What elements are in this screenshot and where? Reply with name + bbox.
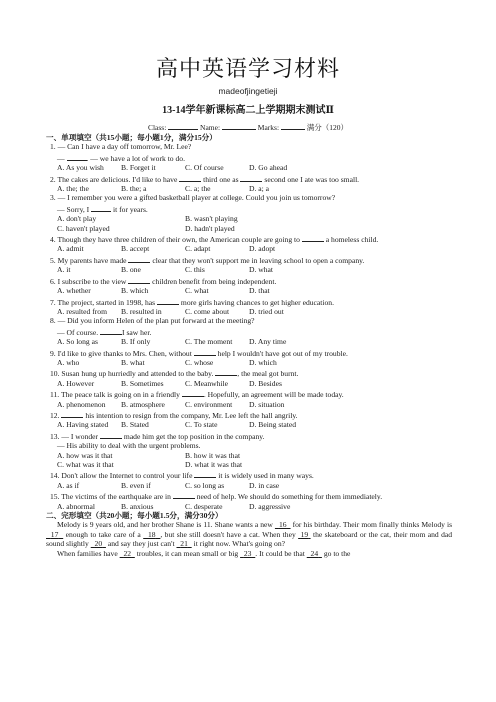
section-heading: 一、单项填空（共15小题；每小题1分，满分15分） xyxy=(46,133,217,142)
option: D. aggressive xyxy=(249,501,291,511)
question-10: 10. Susan hung up hurriedly and attended to the baby. , the meal got burnt. xyxy=(50,369,299,379)
question-7-options xyxy=(46,307,452,316)
document-title: 高中英语学习材料 xyxy=(155,57,340,82)
option: D. tried out xyxy=(249,306,284,316)
option: D. situation xyxy=(249,399,285,409)
option: C. environment xyxy=(185,399,233,409)
section-heading: 二、完形填空（共20小题；每小题1.5分，满分30分） xyxy=(46,511,223,521)
option: C. what xyxy=(185,286,209,296)
name-blank xyxy=(222,121,256,130)
question-15-options xyxy=(46,502,452,511)
option: D. adopt xyxy=(249,244,276,254)
full-score: 满分（120） xyxy=(306,123,349,132)
option: C. come about xyxy=(185,306,230,316)
option: B. Stated xyxy=(121,420,149,430)
question-13-options xyxy=(46,451,452,460)
option: B. one xyxy=(121,265,141,275)
question-10-options xyxy=(46,379,452,388)
option: D. what it was that xyxy=(185,460,243,469)
option: A. As you wish xyxy=(57,163,104,173)
option: A. don't play xyxy=(57,214,97,224)
question-2: 2. The cakes are delicious. I'd like to have third one as second one I ate was too small. xyxy=(50,174,360,184)
option: B. Sometimes xyxy=(121,378,164,388)
option: C. adapt xyxy=(185,244,211,254)
question-2-options xyxy=(46,184,452,193)
question-1-options xyxy=(46,163,452,172)
option: D. Being stated xyxy=(249,420,297,430)
question-14: 14. Don't allow the Internet to control your life it is widely used in many ways. xyxy=(50,471,314,481)
option: C. Of course xyxy=(185,163,224,173)
question-3-options xyxy=(46,214,452,223)
question-5-options xyxy=(46,265,452,274)
option: A. it xyxy=(57,265,71,275)
option: B. wasn't playing xyxy=(185,214,238,224)
option: D. hadn't played xyxy=(185,223,235,233)
question-6-options xyxy=(46,286,452,295)
option: A. So long as xyxy=(57,337,98,347)
option: C. The moment xyxy=(185,337,233,347)
option: A. phenomenon xyxy=(57,399,106,409)
document-subtitle: madeofjingetieji xyxy=(218,86,278,96)
option: B. even if xyxy=(121,480,151,490)
option: A. who xyxy=(57,357,80,367)
option: D. in case xyxy=(249,480,280,490)
question-11: 11. The peace talk is going on in a friendly . Hopefully, an agreement will be made today. xyxy=(50,390,344,400)
question-8-options xyxy=(46,337,452,346)
question-12-options xyxy=(46,420,452,429)
option: C. To state xyxy=(185,420,218,430)
option: D. Go ahead xyxy=(249,163,288,173)
option: D. what xyxy=(249,265,274,275)
question-4: 4. Though they have three children of their own, the American couple are going to a homeless child. xyxy=(50,235,379,245)
option: B. anxious xyxy=(121,501,154,511)
question-11-options xyxy=(46,400,452,409)
cloze-paragraph-2: When families have 22 troubles, it can mean small or big 23 . It could be that 24 go to the xyxy=(57,548,351,558)
option: A. admit xyxy=(57,244,84,254)
option: C. Meanwhile xyxy=(185,378,229,388)
option: B. the; a xyxy=(121,184,147,194)
question-3-response: — Sorry, I it for years. xyxy=(57,204,148,214)
question-14-options xyxy=(46,481,452,490)
option: B. atmosphere xyxy=(121,399,165,409)
student-info-line xyxy=(0,121,496,133)
option: B. which xyxy=(121,286,149,296)
option: D. which xyxy=(249,357,277,367)
question-15: 15. The victims of the earthquake are in need of help. We should do something for them immediately. xyxy=(50,492,383,502)
question-5: 5. My parents have made clear that they won't support me in leaving school to open a company. xyxy=(50,255,365,265)
question-13: 13. — I wonder made him get the top position in the company. xyxy=(50,431,265,441)
option: A. whether xyxy=(57,286,91,296)
option: A. resulted from xyxy=(57,306,107,316)
option: D. that xyxy=(249,286,270,296)
option: C. desperate xyxy=(185,501,223,511)
exam-title: 13-14学年新课标高二上学期期末测试Ⅱ xyxy=(162,105,334,116)
question-3: 3. — I remember you were a gifted basketball player at college. Could you join us tomorrow? xyxy=(50,193,336,203)
option: C. what was it that xyxy=(57,460,114,469)
question-3-options xyxy=(46,224,452,233)
option: C. haven't played xyxy=(57,223,110,233)
option: A. the; the xyxy=(57,184,89,194)
question-9-options xyxy=(46,358,452,367)
question-9: 9. I'd like to give thanks to Mrs. Chen, without help I wouldn't have got out of my trouble. xyxy=(50,348,348,358)
option: C. so long as xyxy=(185,480,225,490)
question-4-options xyxy=(46,244,452,253)
option: B. what xyxy=(121,357,145,367)
option: C. a; the xyxy=(185,184,211,194)
option: A. as if xyxy=(57,480,80,490)
option: B. Forget it xyxy=(121,163,156,173)
class-blank xyxy=(168,121,198,130)
option: C. whose xyxy=(185,357,214,367)
option: C. this xyxy=(185,265,205,275)
question-13-response: — His ability to deal with the urgent problems. xyxy=(57,441,201,451)
option: B. If only xyxy=(121,337,151,347)
exam-content xyxy=(46,133,452,558)
option: D. Any time xyxy=(249,337,287,347)
option: B. how it was that xyxy=(185,450,241,460)
question-6: 6. I subscribe to the view children benefit from being independent. xyxy=(50,276,277,286)
option: A. how was it that xyxy=(57,450,113,460)
class-label: Class: xyxy=(147,123,167,132)
option: B. accept xyxy=(121,244,150,254)
marks-blank xyxy=(281,121,305,130)
option: A. However xyxy=(57,378,95,388)
question-8: 8. — Did you inform Helen of the plan put forward at the meeting? xyxy=(50,316,255,326)
cloze-paragraph-1: Melody is 9 years old, and her brother Shane is 11. Shane wants a new 16 for his birthday. Their mom finally thinks Melody is 17 enough to take care of a 18 , but she still doesn't have a cat. When they 19 the skateboard or the cat, their mom and dad sound slightly 20 and say they just can't 21 it right now. What's going on? xyxy=(46,520,453,549)
marks-label: Marks: xyxy=(257,123,280,132)
name-label: Name: xyxy=(200,123,221,132)
question-7: 7. The project, started in 1998, has more girls having chances to get higher education. xyxy=(50,297,334,307)
option: A. Having stated xyxy=(57,420,109,430)
question-8-response: — Of course. I saw her. xyxy=(57,327,152,337)
option: D. Besides xyxy=(249,378,282,388)
option: D. a; a xyxy=(249,184,270,194)
question-12: 12. his intention to resign from the company, Mr. Lee left the hall angrily. xyxy=(50,410,298,420)
question-1-response: — . — we have a lot of work to do. xyxy=(57,153,185,163)
option: B. resulted in xyxy=(121,306,162,316)
question-13-options xyxy=(46,460,452,469)
question-1: 1. — Can I have a day off tomorrow, Mr. Lee? xyxy=(50,142,192,152)
option: A. abnormal xyxy=(57,501,95,511)
